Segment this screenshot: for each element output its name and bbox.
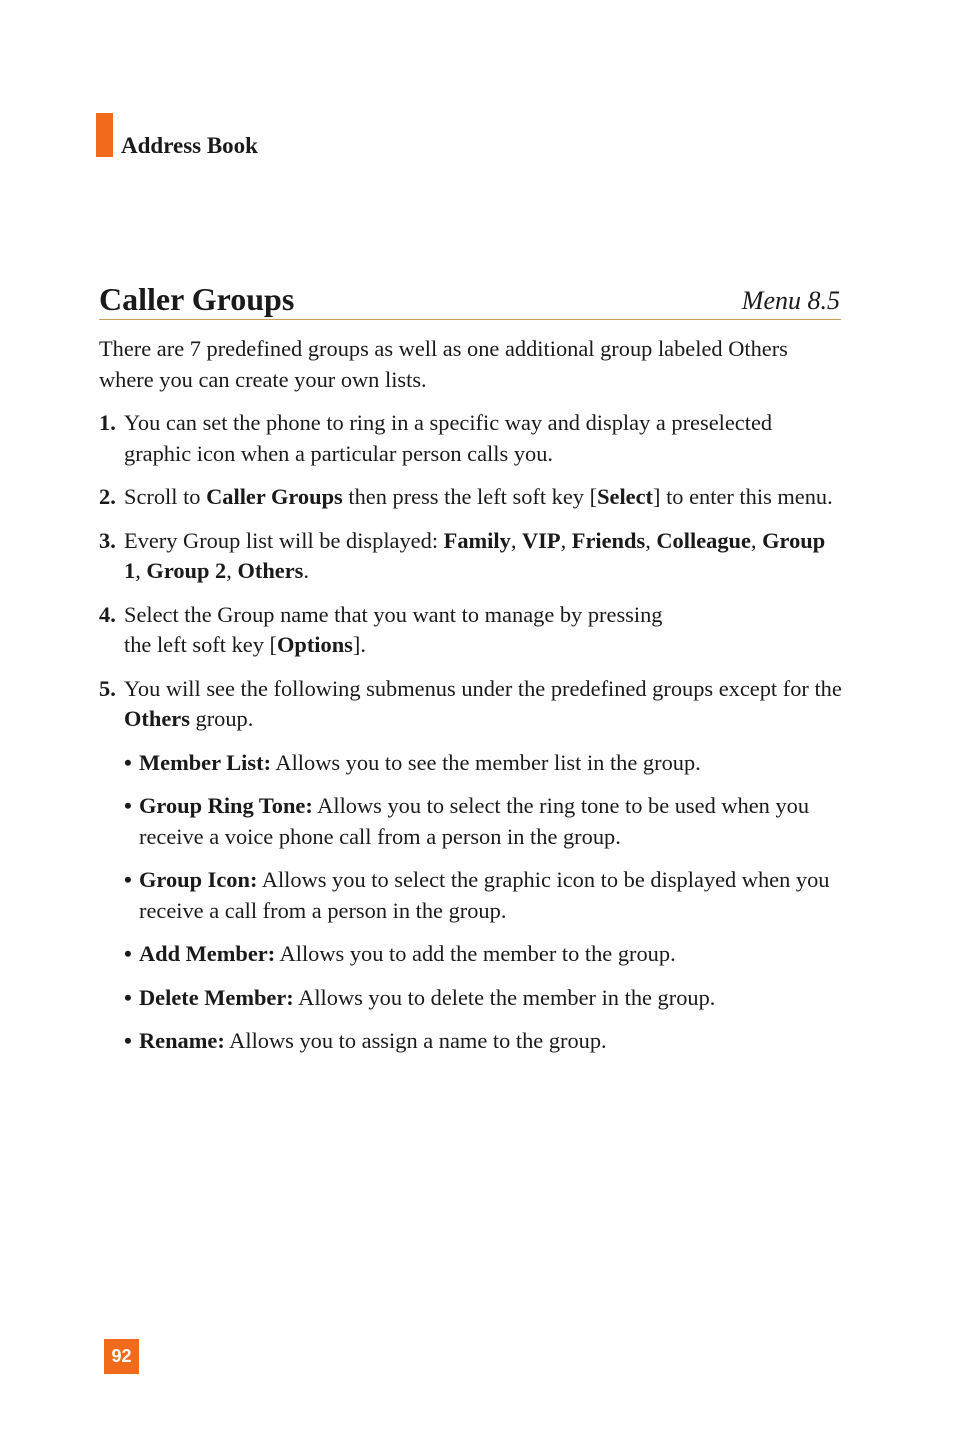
submenu-description: Allows you to delete the member in the group. bbox=[293, 984, 716, 1010]
step-number: 5. bbox=[99, 675, 116, 701]
step-bold-text: Caller Groups bbox=[206, 484, 343, 509]
step-item bbox=[99, 408, 844, 469]
submenu-term: Delete Member: bbox=[139, 984, 294, 1010]
step-bold-text: VIP bbox=[522, 527, 561, 553]
submenu-item bbox=[99, 983, 844, 1014]
step-bold-text: Others bbox=[124, 706, 190, 731]
bullet-icon: • bbox=[124, 984, 132, 1010]
title-divider bbox=[99, 319, 841, 320]
step-number: 4. bbox=[99, 601, 116, 627]
step-text: , bbox=[510, 527, 523, 553]
submenu-list bbox=[99, 748, 844, 1057]
step-number: 3. bbox=[99, 527, 116, 553]
page-number: 92 bbox=[104, 1339, 139, 1374]
submenu-term: Rename: bbox=[139, 1028, 225, 1053]
step-text: , bbox=[226, 558, 238, 583]
intro-paragraph: There are 7 predefined groups as well as one additional group labeled Others where you can create your own lists. bbox=[99, 336, 788, 392]
step-item bbox=[99, 674, 844, 735]
submenu-term: Add Member: bbox=[139, 941, 276, 966]
bullet-icon: • bbox=[124, 793, 132, 818]
step-text: Every Group list will be displayed: bbox=[124, 527, 444, 553]
page-title: Caller Groups bbox=[99, 281, 295, 317]
step-item bbox=[99, 526, 844, 587]
submenu-term: Member List: bbox=[139, 749, 272, 775]
step-bold-text: Select bbox=[597, 484, 654, 509]
step-text: , bbox=[750, 527, 763, 553]
step-bold-text: Group 2 bbox=[146, 558, 227, 583]
submenu-item bbox=[99, 1026, 844, 1057]
step-text: the left soft key [ bbox=[124, 632, 277, 657]
submenu-item bbox=[99, 865, 844, 926]
main-content bbox=[99, 334, 844, 1070]
submenu-description: Allows you to add the member to the group. bbox=[275, 941, 676, 966]
step-text: , bbox=[560, 527, 572, 553]
step-bold-text: Others bbox=[237, 558, 304, 583]
step-bold-text: Options bbox=[276, 632, 353, 657]
submenu-term: Group Icon: bbox=[139, 867, 258, 892]
step-item bbox=[99, 600, 844, 661]
bullet-icon: • bbox=[124, 867, 132, 892]
step-bold-text: Group 1 bbox=[124, 527, 826, 583]
submenu-item bbox=[99, 791, 844, 852]
menu-reference: Menu 8.5 bbox=[741, 286, 840, 315]
step-text: then press the left soft key [ bbox=[342, 484, 598, 509]
submenu-item bbox=[99, 939, 844, 970]
bullet-icon: • bbox=[124, 941, 132, 966]
bullet-icon: • bbox=[124, 749, 132, 775]
step-text: , bbox=[645, 527, 657, 553]
steps-list bbox=[99, 408, 844, 735]
step-number: 2. bbox=[99, 484, 116, 509]
step-number: 1. bbox=[99, 410, 116, 435]
section-marker bbox=[96, 113, 113, 157]
step-bold-text: Family bbox=[443, 527, 511, 553]
submenu-description: Allows you to select the ring tone to be used when you receive a voice phone call from a person in the group. bbox=[139, 793, 810, 849]
step-text: . bbox=[303, 558, 309, 583]
step-item bbox=[99, 482, 844, 513]
submenu-item bbox=[99, 748, 844, 779]
submenu-description: Allows you to assign a name to the group. bbox=[224, 1028, 607, 1053]
step-bold-text: Colleague bbox=[656, 527, 751, 553]
step-bold-text: Friends bbox=[571, 527, 646, 553]
step-text: ]. bbox=[352, 632, 366, 657]
step-text: Scroll to bbox=[124, 484, 207, 509]
step-text: You will see the following submenus under the predefined groups except for the bbox=[124, 675, 842, 701]
submenu-description: Allows you to see the member list in the group. bbox=[271, 749, 701, 775]
step-text: , bbox=[135, 558, 147, 583]
step-text: You can set the phone to ring in a specific way and display a preselected graphic icon when a particular person calls you. bbox=[124, 410, 773, 466]
submenu-description: Allows you to select the graphic icon to be displayed when you receive a call from a person in the group. bbox=[139, 867, 830, 923]
bullet-icon: • bbox=[124, 1028, 132, 1053]
section-header: Address Book bbox=[121, 133, 258, 158]
step-text: Select the Group name that you want to manage by pressing bbox=[124, 601, 663, 627]
submenu-term: Group Ring Tone: bbox=[139, 793, 313, 818]
step-text: ] to enter this menu. bbox=[653, 484, 833, 509]
step-text: group. bbox=[189, 706, 254, 731]
